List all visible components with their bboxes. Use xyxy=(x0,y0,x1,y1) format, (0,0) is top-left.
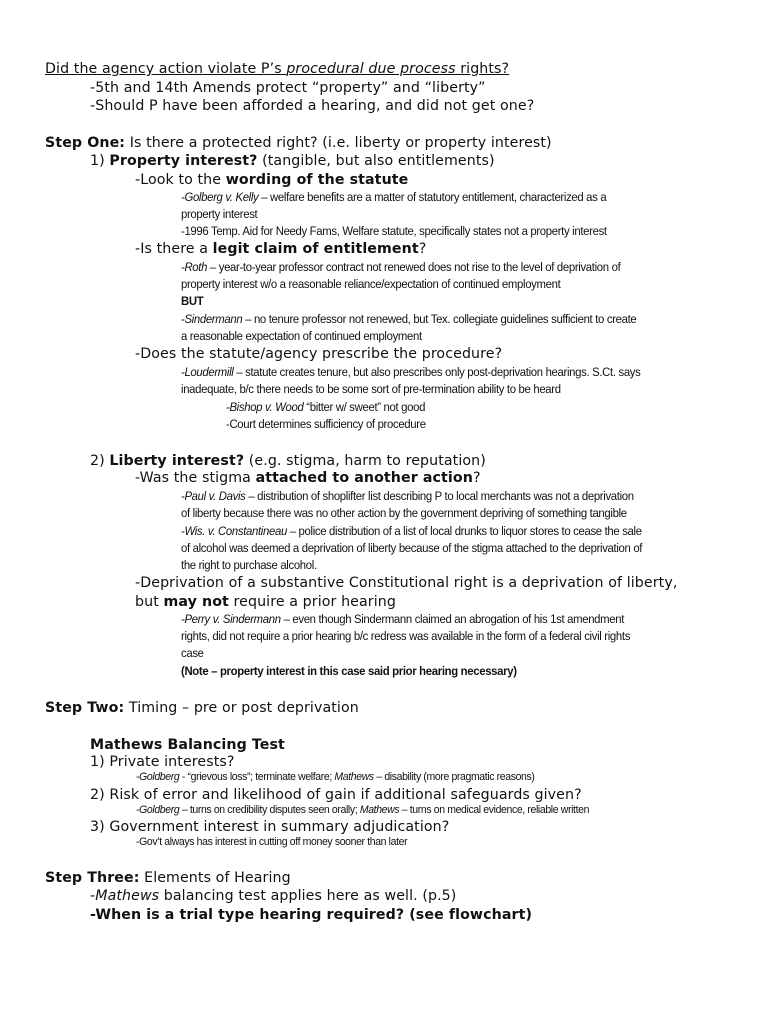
case-name: -Golberg v. Kelly xyxy=(181,190,259,204)
case-text: – turns on credibility disputes seen orally; xyxy=(179,804,360,816)
liberty-interest-heading xyxy=(90,454,486,468)
case-note xyxy=(181,366,640,378)
mathews-factor: 2) Risk of error and likelihood of gain if additional safeguards given? xyxy=(90,787,582,803)
stigma-pre: -Was the stigma xyxy=(135,470,256,486)
case-text: – disability (more pragmatic reasons) xyxy=(373,771,535,783)
step-three-bold-line: -When is a trial type hearing required? (see flowchart) xyxy=(90,907,533,923)
case-text: “bitter w/ sweet” not good xyxy=(303,400,426,414)
case-note xyxy=(181,313,636,325)
procedure-subheading: -Does the statute/agency prescribe the procedure? xyxy=(135,346,503,362)
liberty-title: Liberty interest? xyxy=(109,453,245,469)
but-label: BUT xyxy=(181,294,204,308)
substantive-pre: but xyxy=(135,594,164,610)
substantive-line: -Deprivation of a substantive Constitutional right is a deprivation of liberty, xyxy=(135,575,678,591)
stigma-post: ? xyxy=(472,470,481,486)
bold-note: (Note – property interest in this case said prior hearing necessary) xyxy=(181,664,517,678)
case-note: property interest xyxy=(181,207,258,221)
step-two-heading xyxy=(45,701,359,715)
case-name: -Loudermill xyxy=(181,365,234,379)
legit-bold: legit claim of entitlement xyxy=(212,241,419,257)
main-question-emphasis: procedural due process xyxy=(286,61,456,77)
step-three-label: Step Three: xyxy=(45,870,140,886)
case-note xyxy=(181,525,642,537)
case-name: -Bishop v. Wood xyxy=(226,400,304,414)
step-one-text: Is there a protected right? (i.e. liberty or property interest) xyxy=(125,135,552,151)
wording-bold: wording of the statute xyxy=(225,172,409,188)
step-two-label: Step Two: xyxy=(45,700,125,716)
stigma-bold: attached to another action xyxy=(255,470,473,486)
main-question xyxy=(45,62,509,76)
case-note xyxy=(181,490,634,502)
case-name: -Paul v. Davis xyxy=(181,489,246,503)
case-note: of liberty because there was no other action by the government depriving of something tangible xyxy=(181,506,627,520)
main-question-part3: rights? xyxy=(455,61,510,77)
case-note xyxy=(181,191,606,203)
case-text: – no tenure professor not renewed, but Tex. collegiate guidelines sufficient to create xyxy=(242,312,637,326)
case-note xyxy=(226,401,425,413)
heading-bullet: -Should P have been afforded a hearing, and did not get one? xyxy=(90,98,535,114)
stigma-subheading xyxy=(135,471,481,485)
factor-note xyxy=(136,772,535,783)
case-text: – police distribution of a list of local drunks to liquor stores to cease the sale xyxy=(286,524,642,538)
property-note: (tangible, but also entitlements) xyxy=(257,153,495,169)
case-note: case xyxy=(181,646,204,660)
case-name: -Roth xyxy=(181,260,208,274)
property-title: Property interest? xyxy=(109,153,258,169)
legit-pre: -Is there a xyxy=(135,241,213,257)
property-interest-heading xyxy=(90,154,495,168)
case-text: – year-to-year professor contract not renewed does not rise to the level of deprivation of xyxy=(207,260,621,274)
main-question-part1: Did the agency action violate P’s xyxy=(45,61,287,77)
step-three-line xyxy=(90,889,456,903)
case-text: – statute creates tenure, but also prescribes only post-deprivation hearings. S.Ct. says xyxy=(233,365,641,379)
substantive-line xyxy=(135,595,396,609)
case-name: -Goldberg xyxy=(136,804,180,816)
case-text: – even though Sindermann claimed an abrogation of his 1st amendment xyxy=(280,612,625,626)
case-text: – turns on medical evidence, reliable written xyxy=(399,804,590,816)
factor-note: -Gov’t always has interest in cutting off money sooner than later xyxy=(136,836,408,848)
case-name: Mathews xyxy=(334,771,374,783)
case-note: property interest w/o a reasonable reliance/expectation of continued employment xyxy=(181,277,561,291)
property-num: 1) xyxy=(90,153,110,169)
wording-subheading xyxy=(135,173,408,187)
case-text: - “grievous loss”; terminate welfare; xyxy=(179,771,335,783)
case-note xyxy=(181,613,624,625)
step-one-label: Step One: xyxy=(45,135,126,151)
case-text: – distribution of shoplifter list describing P to local merchants was not a deprivation xyxy=(245,489,634,503)
substantive-post: require a prior hearing xyxy=(228,594,396,610)
step-three-text: Elements of Hearing xyxy=(139,870,291,886)
case-name: Mathews xyxy=(95,888,160,904)
case-note: of alcohol was deemed a deprivation of liberty because of the stigma attached to the deprivation of xyxy=(181,541,643,555)
case-note: rights, did not require a prior hearing b/c redress was available in the form of a federal civil rights xyxy=(181,629,631,643)
mathews-factor: 3) Government interest in summary adjudication? xyxy=(90,819,450,835)
step-two-text: Timing – pre or post deprivation xyxy=(124,700,359,716)
case-note: inadequate, b/c there needs to be some sort of pre-termination ability to be heard xyxy=(181,382,561,396)
case-note: a reasonable expectation of continued employment xyxy=(181,329,422,343)
case-note: -Court determines sufficiency of procedure xyxy=(226,417,426,431)
legit-claim-subheading xyxy=(135,242,426,256)
case-note xyxy=(181,261,620,273)
case-name: -Perry v. Sindermann xyxy=(181,612,281,626)
case-text: balancing test applies here as well. (p.5) xyxy=(159,888,457,904)
mathews-factor: 1) Private interests? xyxy=(90,754,235,770)
step-three-heading xyxy=(45,871,291,885)
case-note: -1996 Temp. Aid for Needy Fams, Welfare statute, specifically states not a property interest xyxy=(181,224,607,238)
factor-note xyxy=(136,805,589,816)
step-one-heading xyxy=(45,136,552,150)
case-note: the right to purchase alcohol. xyxy=(181,558,317,572)
liberty-num: 2) xyxy=(90,453,110,469)
case-name: -Sindermann xyxy=(181,312,243,326)
case-name: -Wis. v. Constantineau xyxy=(181,524,287,538)
legit-post: ? xyxy=(418,241,427,257)
substantive-bold: may not xyxy=(163,594,229,610)
liberty-note: (e.g. stigma, harm to reputation) xyxy=(244,453,486,469)
wording-pre: -Look to the xyxy=(135,172,226,188)
case-text: – welfare benefits are a matter of statutory entitlement, characterized as a xyxy=(258,190,607,204)
case-name: -Goldberg xyxy=(136,771,180,783)
dash: - xyxy=(90,888,96,904)
mathews-title: Mathews Balancing Test xyxy=(90,737,285,753)
heading-bullet: -5th and 14th Amends protect “property” and “liberty” xyxy=(90,80,486,96)
case-name: Mathews xyxy=(359,804,400,816)
